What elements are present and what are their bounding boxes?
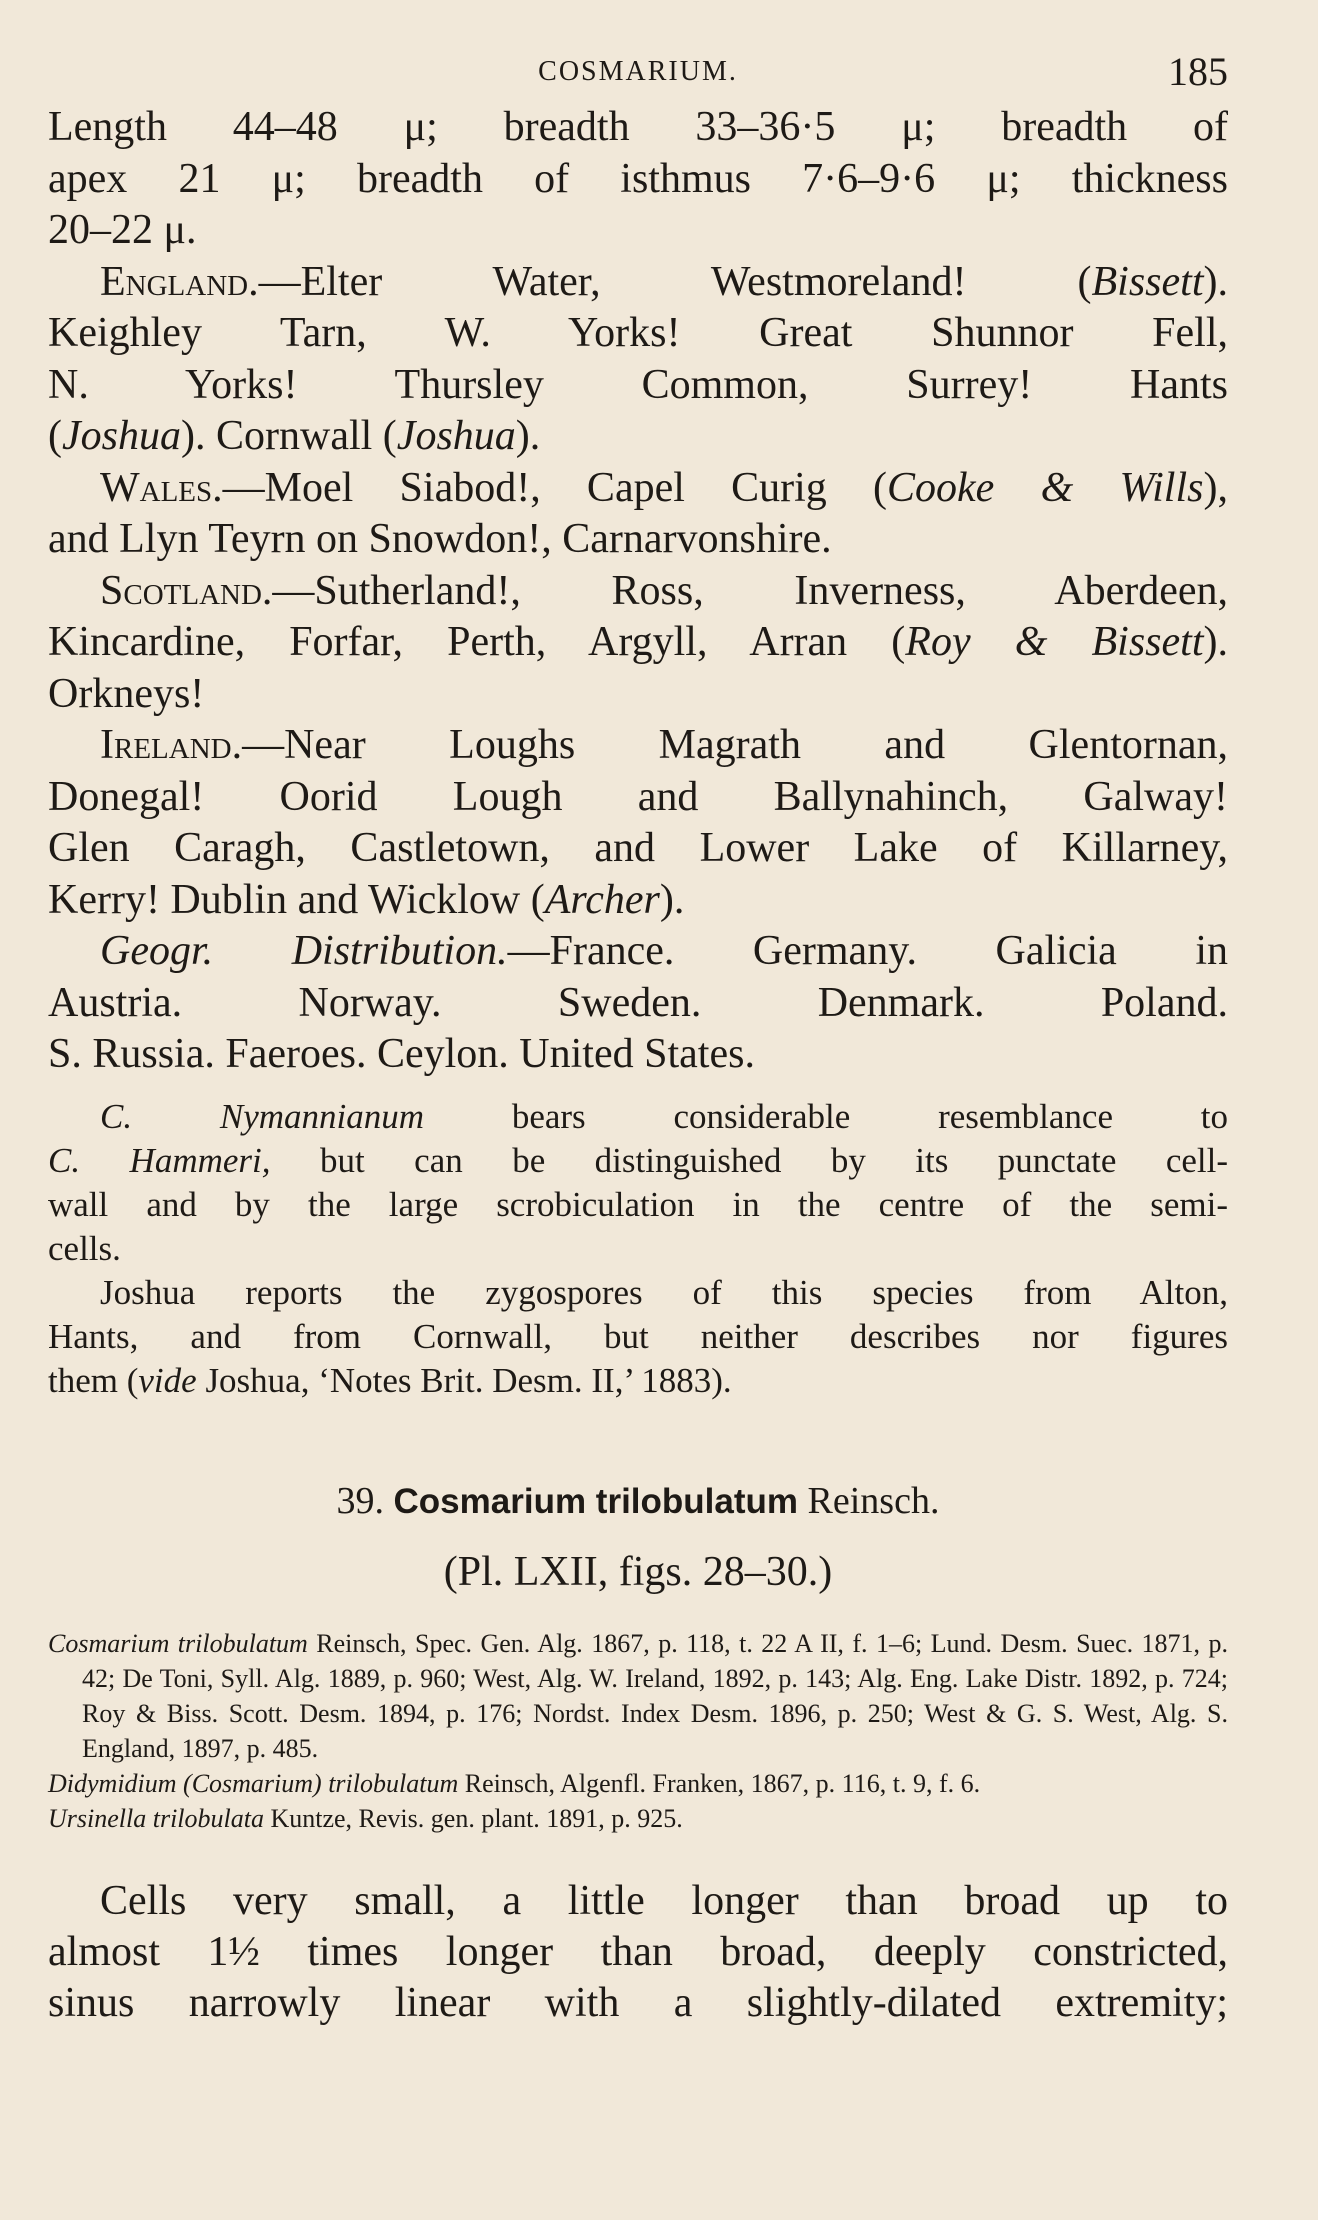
collector-name: Cooke & Wills (887, 464, 1204, 511)
synonym-name: Ursinella trilobulata (48, 1803, 264, 1833)
description-section (48, 1876, 1228, 2029)
text-line (48, 926, 1228, 978)
text-span: Kincardine, Forfar, Perth, Argyll, Arran ( (48, 619, 906, 665)
text-span: ). (659, 876, 685, 923)
latin-word: vide (138, 1360, 197, 1400)
text-line: Orkneys! (48, 670, 205, 717)
region-label: England. (100, 258, 259, 305)
notes-section (48, 1095, 1228, 1403)
plate-reference: (Pl. LXII, figs. 28–30.) (443, 1548, 833, 1595)
text-span: ). (1203, 619, 1228, 665)
species-name: C. Hammeri, (48, 1140, 271, 1180)
text-span: —Near Loughs Magrath and Glentornan, (242, 722, 1228, 768)
running-head (48, 42, 1228, 102)
text-line (48, 720, 1228, 772)
text-line: apex 21 μ; breadth of isthmus 7·6–9·6 μ; thickness (48, 155, 1228, 202)
text-line: and Llyn Teyrn on Snowdon!, Carnarvonshire. (48, 516, 832, 562)
distribution-label: Geogr. Distribution. (100, 928, 508, 974)
synonym-citation: Reinsch, Algenfl. Franken, 1867, p. 116, t. 9, f. 6. (458, 1768, 981, 1798)
text-span: ). (1203, 258, 1228, 305)
text-line: wall and by the large scrobiculation in the centre of the semi- (48, 1184, 1228, 1224)
text-span: Kerry! Dublin and Wicklow ( (48, 876, 545, 923)
region-label: Wales. (100, 464, 223, 511)
text-line (48, 566, 1228, 618)
collector-name: Joshua (396, 413, 516, 459)
text-line: 20–22 μ. (48, 207, 197, 253)
note-paragraph (48, 1271, 1228, 1403)
description-paragraph (48, 1876, 1228, 2029)
text-line (48, 463, 1228, 515)
book-page (48, 42, 1228, 2029)
text-span: —Sutherland!, Ross, Inverness, Aberdeen, (272, 567, 1228, 614)
page-number: 185 (1168, 49, 1228, 94)
text-line: cells. (48, 1228, 121, 1268)
text-line: Hants, and from Cornwall, but neither describes nor figures (48, 1316, 1228, 1356)
text-span: them ( (48, 1360, 139, 1400)
text-span: —France. Germany. Galicia in (507, 928, 1229, 974)
collector-name: Roy & Bissett (905, 619, 1204, 665)
text-line (48, 875, 1228, 927)
text-span: —Moel Siabod!, Capel Curig ( (222, 464, 888, 511)
text-line (48, 411, 1228, 463)
synonym-entry (48, 1801, 1228, 1836)
collector-name: Bissett (1091, 258, 1204, 305)
text-line (48, 1139, 1228, 1183)
text-line (48, 617, 1228, 669)
scotland-paragraph (48, 566, 1228, 721)
ireland-paragraph (48, 720, 1228, 926)
text-span: but can be distinguished by its punctate cell- (270, 1140, 1228, 1180)
text-line: Joshua reports the zygospores of this species from Alton, (100, 1272, 1228, 1312)
text-line: Austria. Norway. Sweden. Denmark. Poland. (48, 979, 1228, 1026)
running-title: COSMARIUM. (538, 56, 738, 87)
text-span: Joshua, ‘Notes Brit. Desm. II,’ 1883). (196, 1360, 732, 1400)
text-line (48, 1095, 1228, 1139)
synonym-entry (48, 1626, 1228, 1766)
region-label: Ireland. (100, 722, 243, 768)
text-line: Length 44–48 μ; breadth 33–36·5 μ; breadth of (48, 104, 1228, 150)
text-line (48, 257, 1228, 309)
synonym-citation: Kuntze, Revis. gen. plant. 1891, p. 925. (263, 1803, 683, 1833)
wales-paragraph (48, 463, 1228, 566)
synonymy-block (48, 1626, 1228, 1836)
region-label: Scotland. (100, 567, 273, 614)
england-paragraph (48, 257, 1228, 463)
text-line: sinus narrowly linear with a slightly-dilated extremity; (48, 1979, 1228, 2026)
synonym-citation: Reinsch, Spec. Gen. Alg. 1867, p. 118, t. 22 A II, f. 1–6; Lund. Desm. Suec. 1871, p. 42; De Toni, Syll. Alg. 1889, p. 960; West, Alg. W. Ireland, 1892, p. 143; Alg. Eng. Lake Distr. 1892, p. 724; Roy & Biss. Scott. Desm. 1894, p. 176; Nordst. Index Desm. 1896, p. 250; West & G. S. West, Alg. S. England, 1897, p. 485. (82, 1628, 1228, 1763)
text-line: Donegal! Oorid Lough and Ballynahinch, Galway! (48, 773, 1228, 820)
locality-text (48, 102, 1228, 1081)
text-span: —Elter Water, Westmoreland! ( (258, 258, 1092, 305)
species-name: C. Nymannianum (100, 1096, 425, 1136)
species-author: Reinsch. (807, 1479, 940, 1522)
measurements-paragraph (48, 102, 1228, 257)
text-span: ), (1203, 464, 1228, 511)
distribution-paragraph (48, 926, 1228, 1081)
note-paragraph (48, 1095, 1228, 1271)
collector-name: Archer (544, 876, 660, 923)
text-span: bears considerable resemblance to (424, 1096, 1228, 1136)
collector-name: Joshua (62, 413, 181, 459)
text-line: N. Yorks! Thursley Common, Surrey! Hants (48, 361, 1228, 408)
text-line: Glen Caragh, Castletown, and Lower Lake of Killarney, (48, 825, 1228, 871)
text-line: Keighley Tarn, W. Yorks! Great Shunnor Fell, (48, 310, 1228, 356)
text-line (48, 1359, 1228, 1403)
text-span: ( (48, 413, 62, 459)
text-line: almost 1½ times longer than broad, deeply constricted, (48, 1928, 1228, 1975)
species-heading (48, 1477, 1228, 1526)
species-number: 39. (336, 1479, 385, 1522)
text-span: ). (515, 413, 541, 459)
species-name: Cosmarium trilobulatum (393, 1481, 799, 1521)
text-line: Cells very small, a little longer than broad up to (100, 1877, 1228, 1924)
synonym-entry (48, 1766, 1228, 1801)
synonym-name: Cosmarium trilobulatum (48, 1628, 308, 1658)
text-line: S. Russia. Faeroes. Ceylon. United States. (48, 1031, 755, 1077)
synonym-name: Didymidium (Cosmarium) trilobulatum (48, 1768, 459, 1798)
text-span: ). Cornwall ( (181, 413, 397, 459)
